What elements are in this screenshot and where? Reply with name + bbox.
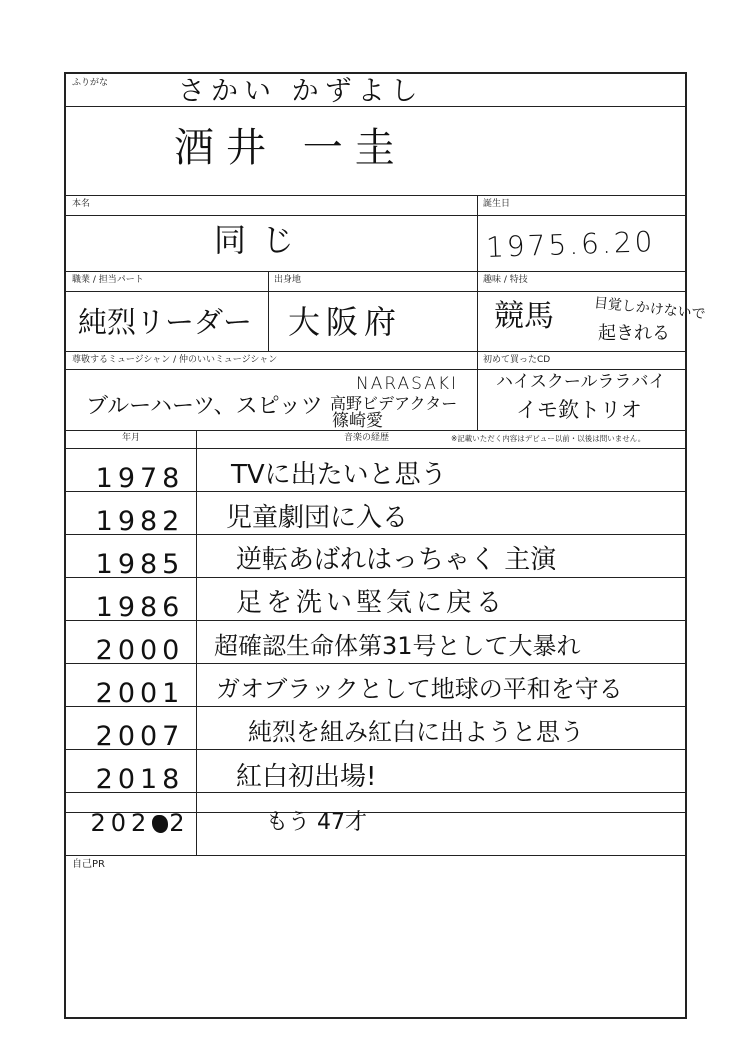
respected-friend-2: 高野ビデアクター bbox=[330, 394, 458, 413]
history-event: 足を洗い堅気に戻る bbox=[236, 588, 507, 618]
music-history-label: 音楽の経歴 bbox=[344, 433, 390, 443]
divider bbox=[268, 271, 269, 351]
first-cd-value-1: ハイスクールララバイ bbox=[496, 372, 666, 392]
rule bbox=[66, 855, 685, 856]
history-year: 1986 bbox=[95, 592, 185, 623]
rule bbox=[66, 195, 685, 196]
job-value: 純烈リーダー bbox=[78, 305, 253, 339]
scribble-mark bbox=[152, 815, 168, 833]
history-year-prefix: 202 bbox=[90, 809, 152, 837]
history-year: 2001 bbox=[95, 678, 185, 709]
history-year: 1985 bbox=[95, 549, 185, 580]
divider bbox=[477, 351, 478, 430]
rule bbox=[66, 291, 685, 292]
furigana-label: ふりがな bbox=[72, 78, 109, 88]
year-month-label: 年月 bbox=[122, 433, 141, 443]
furigana-value: さかい かずよし bbox=[178, 76, 424, 107]
divider bbox=[477, 271, 478, 351]
history-event: TVに出たいと思う bbox=[231, 460, 447, 490]
profile-sheet bbox=[64, 72, 707, 1019]
history-year: 2007 bbox=[95, 721, 185, 752]
real-name-value: 同じ bbox=[214, 221, 311, 259]
history-event: 児童劇団に入る bbox=[226, 503, 409, 533]
real-name-label: 本名 bbox=[72, 199, 91, 209]
hobby-main-value: 競馬 bbox=[494, 299, 554, 334]
history-event: もう 47才 bbox=[266, 810, 367, 835]
history-year: 1978 bbox=[95, 463, 185, 494]
respected-friend-3: 篠崎愛 bbox=[332, 411, 383, 431]
history-year-corrected bbox=[80, 809, 200, 837]
history-year: 1982 bbox=[95, 506, 185, 537]
history-event: 逆転あばれはっちゃく 主演 bbox=[236, 545, 557, 575]
name-value: 酒井 一圭 bbox=[174, 125, 407, 171]
rule bbox=[66, 369, 685, 370]
history-note: ※記載いただく内容はデビュー以前・以後は問いません。 bbox=[451, 434, 646, 443]
hometown-label: 出身地 bbox=[274, 275, 302, 285]
history-event: 超確認生命体第31号として大暴れ bbox=[214, 632, 581, 660]
rule bbox=[66, 351, 685, 352]
respected-value: ブルーハーツ、スピッツ bbox=[86, 394, 323, 419]
hometown-value: 大阪府 bbox=[288, 303, 403, 341]
history-event: ガオブラックとして地球の平和を守る bbox=[216, 675, 623, 703]
history-event: 純烈を組み紅白に出ようと思う bbox=[248, 718, 584, 746]
first-cd-value-2: イモ欽トリオ bbox=[516, 398, 642, 422]
first-cd-label: 初めて買ったCD bbox=[483, 355, 551, 365]
divider bbox=[477, 195, 478, 271]
rule bbox=[66, 271, 685, 272]
respected-friend-1: NARASAKI bbox=[356, 374, 458, 394]
history-event: 紅白初出場! bbox=[236, 762, 377, 792]
respected-label: 尊敬するミュージシャン / 仲のいいミュージシャン bbox=[72, 355, 278, 365]
hobby-note-2: 起きれる bbox=[598, 323, 670, 344]
birthday-label: 誕生日 bbox=[483, 199, 511, 209]
history-year-suffix: 2 bbox=[169, 809, 190, 837]
rule bbox=[66, 448, 685, 449]
history-year: 2018 bbox=[95, 764, 185, 795]
hobby-label: 趣味 / 特技 bbox=[483, 275, 528, 285]
hobby-note-1: 目覚しかけないで bbox=[593, 295, 707, 323]
rule bbox=[66, 215, 685, 216]
birthday-value: 1975.6.20 bbox=[485, 225, 656, 264]
self-pr-label: 自己PR bbox=[72, 859, 105, 870]
history-year: 2000 bbox=[95, 635, 185, 666]
job-label: 職業 / 担当パート bbox=[72, 275, 144, 285]
